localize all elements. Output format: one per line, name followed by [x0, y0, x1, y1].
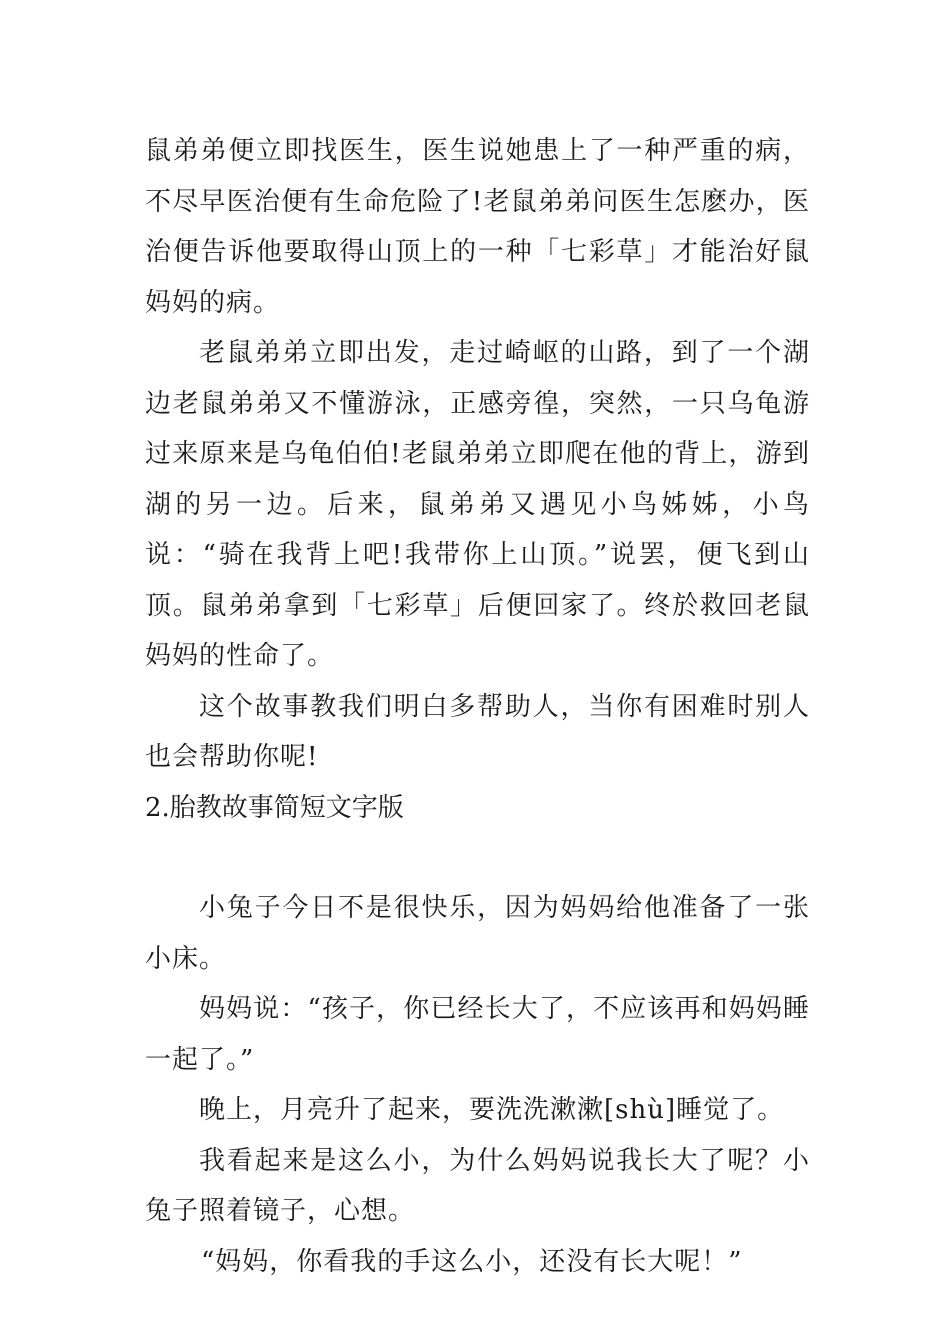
- blank-line: [145, 833, 810, 883]
- story2-paragraph-5: “妈妈，你看我的手这么小，还没有长大呢！”: [201, 1246, 743, 1277]
- story2-paragraph-1: 小兔子今日不是很快乐，因为妈妈给他准备了一张小床。: [145, 893, 810, 974]
- story2-paragraph-4: 我看起来是这么小，为什么妈妈说我长大了呢？小兔子照着镜子，心想。: [145, 1145, 810, 1226]
- story1-paragraph-3: 这个故事教我们明白多帮助人，当你有困难时别人也会帮助你呢!: [145, 691, 810, 772]
- story2-heading: 2.胎教故事简短文字版: [145, 792, 404, 823]
- story2-paragraph-2: 妈妈说：“孩子，你已经长大了，不应该再和妈妈睡一起了。”: [145, 994, 810, 1075]
- story2-paragraph-3: 晚上，月亮升了起来，要洗洗漱漱[shù]睡觉了。: [199, 1095, 785, 1125]
- document-body: [145, 126, 810, 1287]
- story1-paragraph-1: 鼠弟弟便立即找医生，医生说她患上了一种严重的病，不尽早医治便有生命危险了!老鼠弟弟问医生怎麽办，医治便告诉他要取得山顶上的一种「七彩草」才能治好鼠妈妈的病。: [145, 136, 810, 318]
- story1-paragraph-2: 老鼠弟弟立即出发，走过崎岖的山路，到了一个湖边老鼠弟弟又不懂游泳，正感旁徨，突然，一只乌龟游过来原来是乌龟伯伯!老鼠弟弟立即爬在他的背上，游到湖的另一边。后来，鼠弟弟又遇见小鸟姊姊，小鸟说：“骑在我背上吧!我带你上山顶。”说罢，便飞到山顶。鼠弟弟拿到「七彩草」后便回家了。终於救回老鼠妈妈的性命了。: [145, 338, 810, 671]
